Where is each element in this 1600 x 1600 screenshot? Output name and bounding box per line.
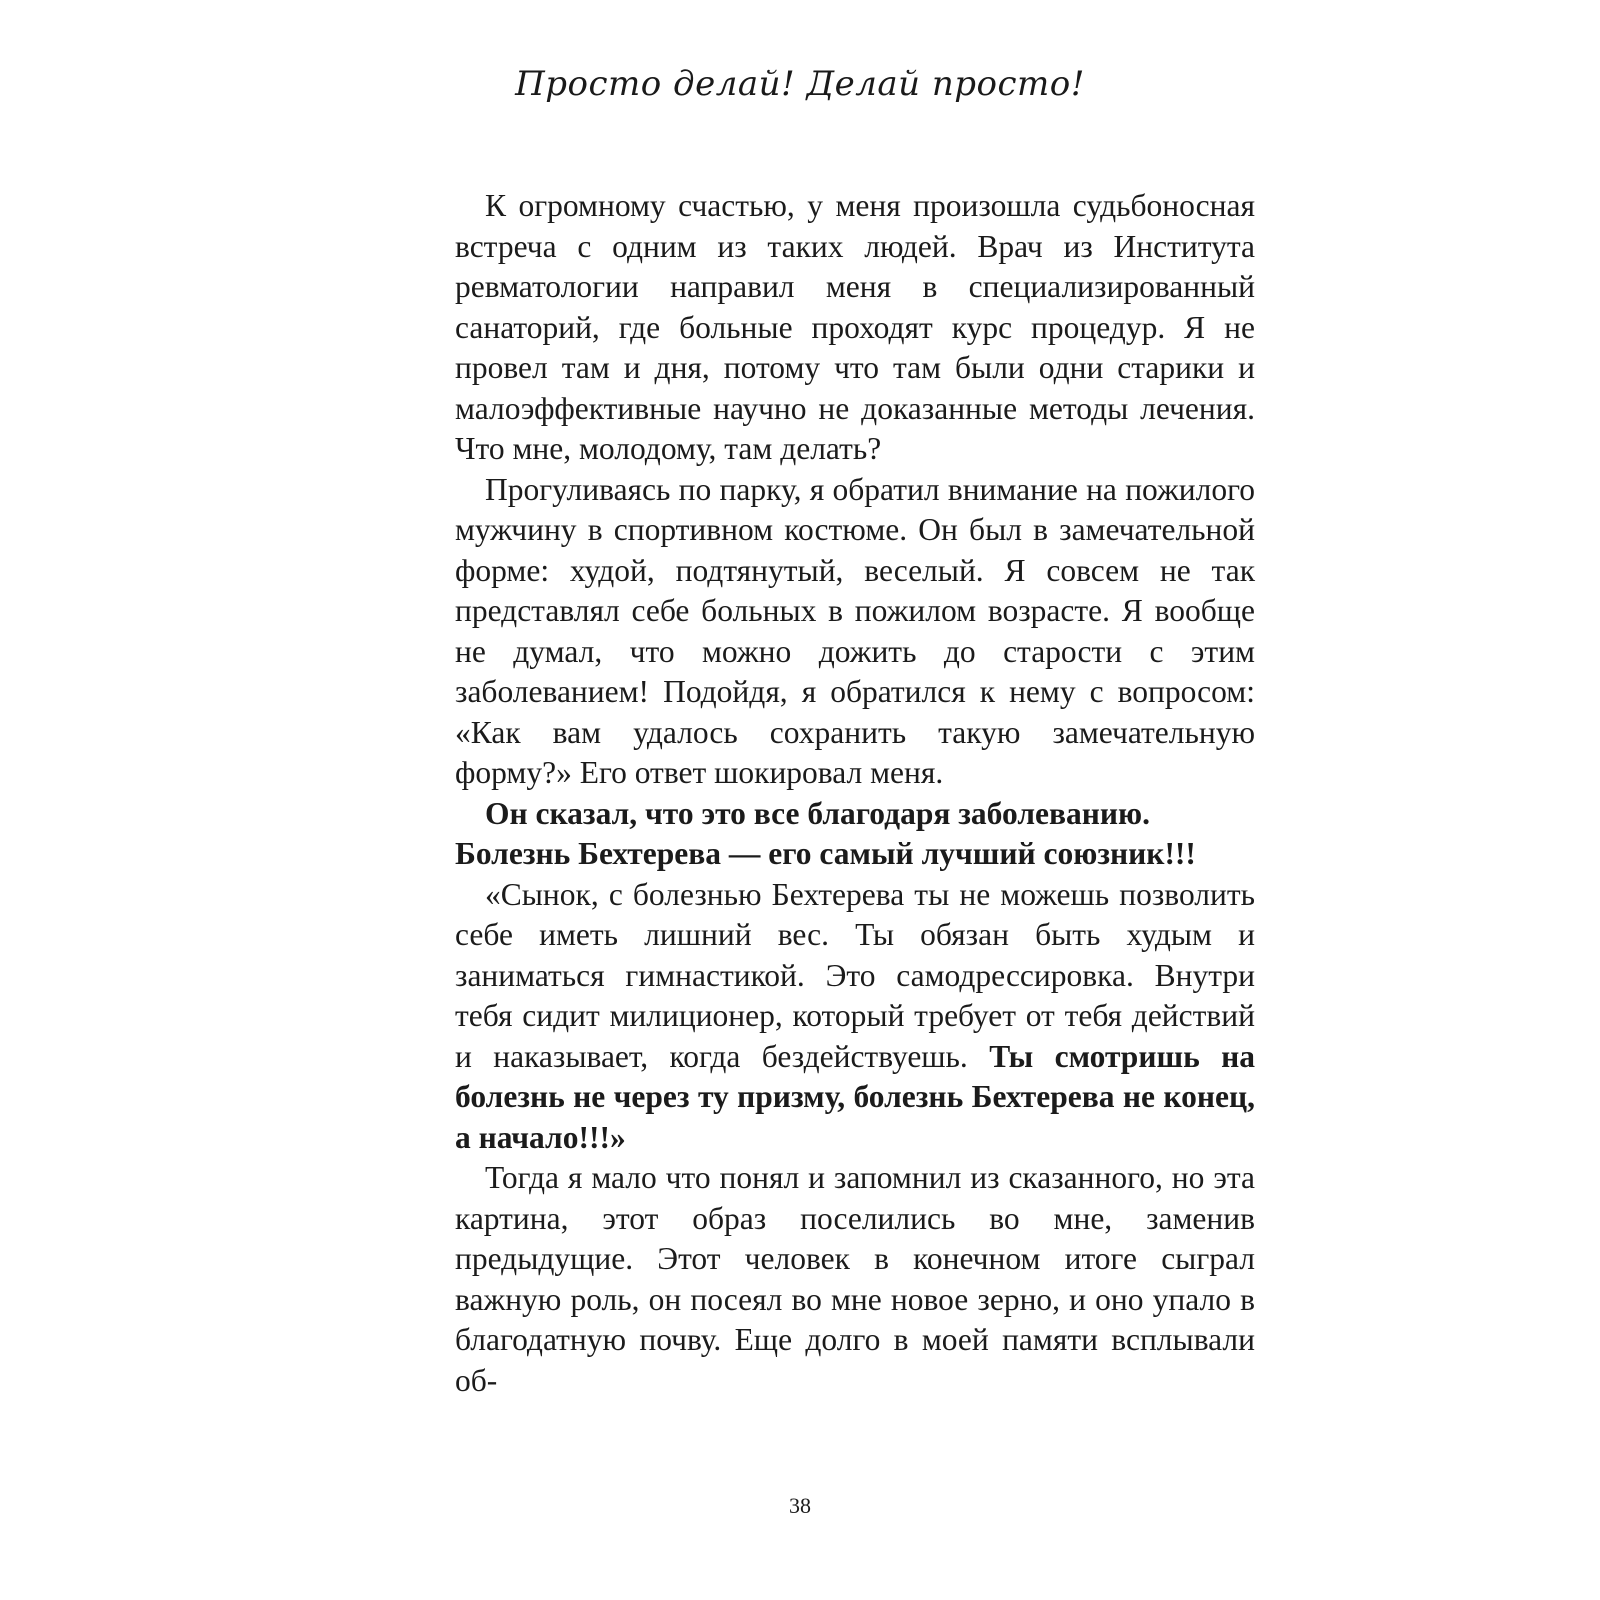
body-text [455, 186, 1255, 1401]
paragraph-4-bold-text: Ты смотришь на болезнь не через ту призму, болезнь Бехтерева не конец, а начало!!!» [455, 1038, 1255, 1155]
paragraph-2: Прогуливаясь по парку, я обратил внимание на пожилого мужчину в спортивном костюме. Он был в замечательной форме: худой, подтянутый, веселый. Я совсем не так представлял себе больных в пожилом возрасте. Я вообще не думал, что можно дожить до старости с этим заболеванием! Подойдя, я обратился к нему с вопросом: «Как вам удалось сохранить такую замечательную форму?» Его ответ шокировал меня. [455, 471, 1255, 790]
page-number: 38 [789, 1493, 811, 1518]
paragraph-4 [455, 875, 1255, 1159]
running-header: Просто делай! Делай просто! [515, 64, 1085, 104]
paragraph-3-bold: Он сказал, что это все благодаря заболеванию. Болезнь Бехтерева — его самый лучший союзник!!! [455, 795, 1196, 871]
paragraph-5: Тогда я мало что понял и запомнил из сказанного, но эта картина, этот образ поселились во мне, заменив предыдущие. Этот человек в конечном итоге сыграл важную роль, он посеял во мне новое зерно, и оно упало в благодатную почву. Еще долго в моей памяти всплывали об- [455, 1160, 1255, 1398]
paragraph-1: К огромному счастью, у меня произошла судьбоносная встреча с одним из таких людей. Врач из Института ревматологии направил меня в специализированный санаторий, где больные проходят курс процедур. Я не провел там и дня, потому что там были одни старики и малоэффективные научно не доказанные методы лечения. Что мне, молодому, там делать? [455, 188, 1255, 466]
paragraph-4-plain-text: «Сынок, с болезнью Бехтерева ты не можешь позволить себе иметь лишний вес. Ты обязан быть худым и заниматься гимнастикой. Это самодрессировка. Внутри тебя сидит милиционер, который требует от тебя действий и наказывает, когда бездействуешь. [455, 876, 1255, 1074]
